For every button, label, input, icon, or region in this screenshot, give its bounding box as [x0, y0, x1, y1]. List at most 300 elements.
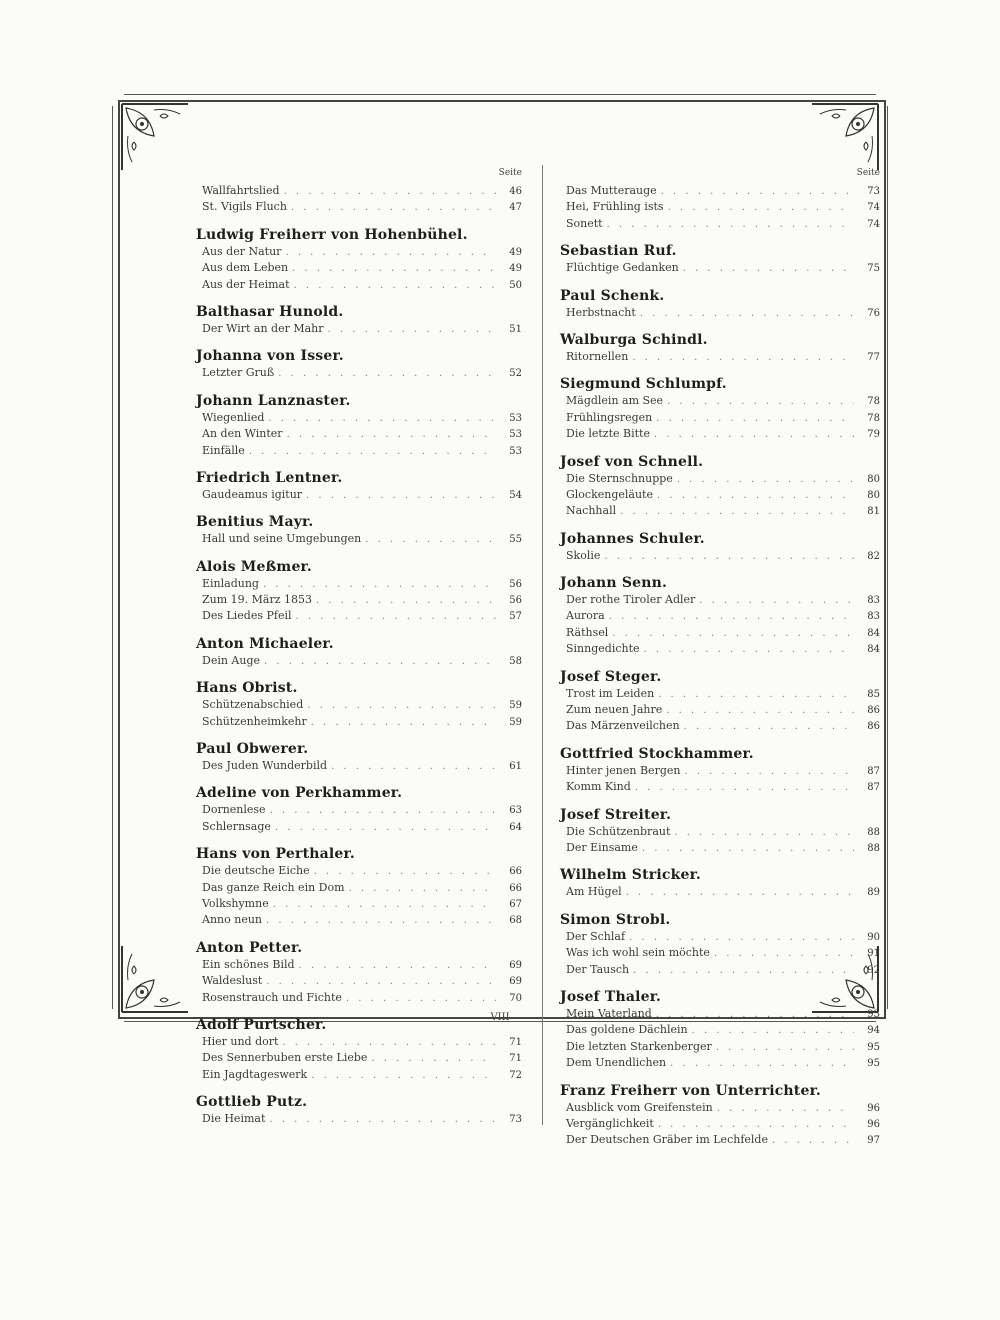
- toc-entry: [560, 609, 880, 625]
- entry-title: Einfälle: [202, 443, 245, 457]
- toc-entry: [560, 687, 880, 703]
- entry-page-number: 51: [509, 323, 522, 335]
- entry-title: Was ich wohl sein möchte: [566, 946, 710, 960]
- dot-leader: [294, 280, 496, 291]
- dot-leader: [285, 247, 496, 258]
- dot-leader: [346, 993, 496, 1004]
- toc-entry: [560, 411, 880, 427]
- toc-entry: [196, 577, 522, 593]
- toc-section: [560, 807, 880, 858]
- entry-title: Waldeslust: [202, 974, 263, 988]
- entry-title: Mein Vaterland: [566, 1006, 652, 1020]
- entry-title: Ein schönes Bild: [202, 957, 295, 971]
- entry-page-number: 66: [509, 882, 522, 894]
- dot-leader: [684, 721, 854, 732]
- entry-title: Wallfahrtslied: [202, 184, 280, 197]
- entry-page-number: 57: [509, 611, 522, 623]
- author-heading: Johannes Schuler.: [560, 530, 705, 547]
- entry-title: Das ganze Reich ein Dom: [202, 880, 345, 894]
- entry-page-number: 73: [867, 186, 880, 197]
- entry-title: Mägdlein am See: [566, 394, 664, 408]
- entry-title: Ausblick vom Greifenstein: [566, 1100, 713, 1114]
- author-heading: Johann Lanznaster.: [196, 392, 351, 409]
- entry-title: Der Schlaf: [566, 929, 626, 943]
- dot-leader: [629, 932, 854, 943]
- toc-section: [196, 1094, 522, 1128]
- dot-leader: [684, 766, 854, 777]
- entry-page-number: 86: [867, 721, 880, 733]
- dot-leader: [692, 1025, 854, 1036]
- toc-section: [196, 184, 522, 217]
- entry-title: Die Heimat: [202, 1112, 266, 1126]
- entry-title: Der Tausch: [566, 962, 630, 976]
- toc-section: [560, 376, 880, 443]
- entry-page-number: 84: [867, 644, 880, 656]
- toc-entry: [560, 394, 880, 410]
- toc-section: [196, 1017, 522, 1084]
- toc-section: [196, 393, 522, 460]
- dot-leader: [626, 887, 854, 898]
- toc-entry: [560, 885, 880, 901]
- entry-title: Die deutsche Eiche: [202, 864, 310, 878]
- author-heading: Simon Strobl.: [560, 911, 671, 928]
- entry-page-number: 59: [509, 700, 522, 712]
- entry-page-number: 77: [867, 351, 880, 363]
- toc-section: [196, 846, 522, 930]
- entry-title: Hall und seine Umgebungen: [202, 532, 362, 546]
- dot-leader: [609, 611, 854, 622]
- dot-leader: [306, 490, 496, 501]
- dot-leader: [331, 761, 496, 772]
- toc-entry: [560, 200, 880, 216]
- toc-section: [196, 940, 522, 1007]
- entry-title: Das Mutterauge: [566, 184, 657, 197]
- dot-leader: [654, 429, 854, 440]
- author-heading: Franz Freiherr von Unterrichter.: [560, 1082, 821, 1099]
- seite-heading-left: Seite: [498, 168, 522, 178]
- author-heading: Ludwig Freiherr von Hohenbühel.: [196, 226, 468, 243]
- frame-left-rule: [112, 106, 113, 1009]
- dot-leader: [314, 866, 496, 877]
- toc-entry: [560, 306, 880, 322]
- toc-section: [196, 785, 522, 836]
- author-heading: Josef Thaler.: [560, 988, 662, 1005]
- toc-entry: [196, 881, 522, 897]
- dot-leader: [717, 1103, 854, 1114]
- toc-section: [196, 470, 522, 504]
- toc-entry: [560, 825, 880, 841]
- dot-leader: [633, 965, 854, 976]
- entry-page-number: 92: [867, 964, 880, 976]
- entry-title: Ritornellen: [566, 349, 629, 363]
- toc-entry: [560, 184, 880, 200]
- toc-entry: [196, 1051, 522, 1067]
- toc-entry: [560, 963, 880, 979]
- entry-title: Trost im Leiden: [566, 686, 655, 700]
- dot-leader: [657, 490, 854, 501]
- toc-entry: [560, 1040, 880, 1056]
- entry-page-number: 61: [509, 761, 522, 773]
- entry-page-number: 56: [509, 578, 522, 590]
- dot-leader: [612, 628, 854, 639]
- toc-entry: [196, 913, 522, 929]
- toc-entry: [196, 958, 522, 974]
- toc-section: [196, 741, 522, 775]
- entry-page-number: 53: [509, 412, 522, 424]
- entry-page-number: 56: [509, 595, 522, 607]
- dot-leader: [311, 717, 496, 728]
- author-heading: Paul Obwerer.: [196, 741, 309, 758]
- author-heading: Benitius Mayr.: [196, 514, 314, 531]
- entry-page-number: 66: [509, 866, 522, 878]
- toc-entry: [560, 1056, 880, 1072]
- toc-entry: [560, 930, 880, 946]
- toc-entry: [196, 759, 522, 775]
- toc-section: [560, 332, 880, 366]
- author-heading: Siegmund Schlumpf.: [560, 376, 727, 393]
- entry-page-number: 54: [509, 489, 522, 501]
- toc-entry: [196, 200, 522, 216]
- toc-sections-right: [560, 184, 880, 1150]
- dot-leader: [658, 1119, 854, 1130]
- author-heading: Hans Obrist.: [196, 680, 298, 697]
- entry-page-number: 95: [867, 1058, 880, 1070]
- toc-column-left: [196, 168, 522, 1129]
- dot-leader: [316, 595, 496, 606]
- entry-title: Wiegenlied: [202, 410, 265, 424]
- dot-leader: [275, 822, 496, 833]
- toc-entry: [196, 532, 522, 548]
- dot-leader: [328, 324, 497, 335]
- toc-entry: [196, 411, 522, 427]
- entry-title: Des Liedes Pfeil: [202, 609, 292, 623]
- author-heading: Josef Steger.: [560, 668, 662, 685]
- author-heading: Anton Michaeler.: [196, 635, 334, 652]
- toc-entry: [560, 261, 880, 277]
- dot-leader: [683, 263, 854, 274]
- dot-leader: [311, 1070, 496, 1081]
- toc-section: [196, 680, 522, 731]
- entry-title: Glockengeläute: [566, 487, 653, 501]
- author-heading: Gottlieb Putz.: [196, 1094, 308, 1111]
- entry-page-number: 94: [867, 1025, 880, 1037]
- dot-leader: [278, 368, 496, 379]
- entry-page-number: 71: [509, 1036, 522, 1048]
- toc-section: [560, 989, 880, 1073]
- toc-entry: [196, 366, 522, 382]
- entry-title: Hinter jenen Bergen: [566, 763, 681, 777]
- dot-leader: [282, 1037, 496, 1048]
- entry-page-number: 76: [867, 307, 880, 319]
- entry-page-number: 78: [867, 396, 880, 408]
- dot-leader: [273, 899, 496, 910]
- toc-entry: [560, 488, 880, 504]
- entry-page-number: 73: [509, 1114, 522, 1126]
- dot-leader: [266, 976, 496, 987]
- author-heading: Josef von Schnell.: [560, 453, 704, 470]
- entry-page-number: 78: [867, 412, 880, 424]
- toc-entry: [196, 593, 522, 609]
- entry-title: Die letzten Starkenberger: [566, 1039, 712, 1053]
- entry-title: Einladung: [202, 576, 259, 590]
- dot-leader: [349, 883, 496, 894]
- corner-ornament-top-right-icon: [810, 102, 880, 172]
- entry-page-number: 75: [867, 263, 880, 275]
- entry-page-number: 80: [867, 473, 880, 485]
- entry-page-number: 80: [867, 489, 880, 501]
- toc-entry: [196, 991, 522, 1007]
- entry-page-number: 55: [509, 534, 522, 546]
- entry-title: Die letzte Bitte: [566, 427, 650, 441]
- dot-leader: [666, 705, 854, 716]
- entry-page-number: 52: [509, 368, 522, 380]
- entry-page-number: 88: [867, 826, 880, 838]
- entry-title: Komm Kind: [566, 780, 631, 794]
- toc-entry: [196, 609, 522, 625]
- entry-title: Aurora: [566, 609, 605, 623]
- entry-page-number: 67: [509, 898, 522, 910]
- dot-leader: [263, 579, 496, 590]
- toc-entry: [196, 245, 522, 261]
- toc-section: [560, 454, 880, 521]
- toc-section: [196, 514, 522, 548]
- dot-leader: [674, 827, 854, 838]
- entry-page-number: 46: [509, 186, 522, 197]
- entry-page-number: 72: [509, 1069, 522, 1081]
- dot-leader: [656, 413, 854, 424]
- entry-title: Das goldene Dächlein: [566, 1023, 688, 1037]
- author-heading: Sebastian Ruf.: [560, 243, 677, 260]
- page-number: VIII: [490, 1012, 510, 1023]
- entry-title: Letzter Gruß: [202, 366, 275, 380]
- entry-title: An den Winter: [202, 427, 283, 441]
- toc-section: [560, 669, 880, 736]
- entry-page-number: 95: [867, 1041, 880, 1053]
- dot-leader: [307, 700, 496, 711]
- dot-leader: [714, 948, 854, 959]
- dot-leader: [365, 534, 496, 545]
- entry-title: Der Wirt an der Mahr: [202, 321, 324, 335]
- author-heading: Wilhelm Stricker.: [560, 867, 701, 884]
- entry-page-number: 85: [867, 688, 880, 700]
- dot-leader: [266, 915, 496, 926]
- entry-title: Zum 19. März 1853: [202, 593, 313, 607]
- author-heading: Johann Senn.: [560, 575, 668, 592]
- entry-title: Volkshymne: [202, 896, 269, 910]
- entry-title: Dem Unendlichen: [566, 1056, 667, 1070]
- entry-title: Hei, Frühling ists: [566, 200, 664, 214]
- entry-title: Rosenstrauch und Fichte: [202, 990, 342, 1004]
- entry-title: Des Juden Wunderbild: [202, 759, 328, 773]
- toc-entry: [560, 719, 880, 735]
- entry-page-number: 81: [867, 506, 880, 518]
- toc-entry: [196, 184, 522, 200]
- toc-entry: [196, 261, 522, 277]
- entry-page-number: 82: [867, 550, 880, 562]
- author-heading: Balthasar Hunold.: [196, 303, 344, 320]
- entry-page-number: 93: [867, 1008, 880, 1020]
- entry-title: Nachhall: [566, 504, 617, 518]
- toc-entry: [560, 703, 880, 719]
- entry-title: Aus der Heimat: [202, 277, 290, 291]
- toc-section: [196, 559, 522, 626]
- entry-page-number: 90: [867, 931, 880, 943]
- toc-entry: [560, 472, 880, 488]
- dot-leader: [677, 474, 854, 485]
- entry-title: Herbstnacht: [566, 305, 636, 319]
- toc-entry: [196, 715, 522, 731]
- entry-title: Vergänglichkeit: [566, 1116, 654, 1130]
- dot-leader: [716, 1042, 854, 1053]
- entry-page-number: 89: [867, 887, 880, 899]
- toc-sections-left: [196, 184, 522, 1129]
- toc-entry: [560, 642, 880, 658]
- toc-entry: [196, 1035, 522, 1051]
- entry-page-number: 79: [867, 429, 880, 441]
- toc-entry: [196, 698, 522, 714]
- author-heading: Adolf Purtscher.: [196, 1016, 327, 1033]
- dot-leader: [268, 413, 496, 424]
- entry-title: Schützenabschied: [202, 698, 304, 712]
- entry-page-number: 64: [509, 821, 522, 833]
- toc-section: [560, 912, 880, 979]
- toc-section: [560, 184, 880, 233]
- entry-title: Dein Auge: [202, 653, 261, 667]
- toc-section: [560, 288, 880, 322]
- toc-entry: [560, 1117, 880, 1133]
- dot-leader: [299, 960, 496, 971]
- dot-leader: [287, 429, 496, 440]
- toc-section: [196, 348, 522, 382]
- toc-section: [560, 1083, 880, 1150]
- entry-page-number: 58: [509, 655, 522, 667]
- dot-leader: [269, 1114, 496, 1125]
- entry-page-number: 87: [867, 782, 880, 794]
- toc-entry: [560, 780, 880, 796]
- entry-page-number: 53: [509, 445, 522, 457]
- toc-entry: [560, 549, 880, 565]
- dot-leader: [264, 656, 496, 667]
- author-heading: Adeline von Perkhammer.: [196, 785, 403, 802]
- toc-section: [560, 867, 880, 901]
- toc-entry: [196, 444, 522, 460]
- author-heading: Friedrich Lentner.: [196, 469, 343, 486]
- entry-title: Schlernsage: [202, 819, 271, 833]
- entry-title: Hier und dort: [202, 1034, 279, 1048]
- toc-entry: [196, 654, 522, 670]
- entry-page-number: 91: [867, 948, 880, 960]
- toc-section: [560, 575, 880, 659]
- dot-leader: [658, 689, 854, 700]
- seite-heading-right: Seite: [856, 168, 880, 178]
- toc-entry: [196, 820, 522, 836]
- dot-leader: [642, 843, 854, 854]
- toc-entry: [560, 1023, 880, 1039]
- toc-entry: [196, 974, 522, 990]
- entry-page-number: 84: [867, 627, 880, 639]
- corner-ornament-bottom-left-icon: [120, 944, 190, 1014]
- entry-title: Sonett: [566, 216, 603, 230]
- entry-title: Das Märzenveilchen: [566, 719, 680, 733]
- dot-leader: [632, 352, 854, 363]
- toc-entry: [196, 864, 522, 880]
- entry-title: St. Vigils Fluch: [202, 200, 287, 214]
- toc-entry: [560, 217, 880, 233]
- entry-page-number: 63: [509, 805, 522, 817]
- toc-entry: [560, 504, 880, 520]
- dot-leader: [772, 1135, 854, 1146]
- entry-title: Der Einsame: [566, 840, 638, 854]
- entry-title: Dornenlese: [202, 803, 266, 817]
- toc-entry: [560, 427, 880, 443]
- toc-entry: [560, 946, 880, 962]
- dot-leader: [670, 1058, 854, 1069]
- entry-page-number: 87: [867, 765, 880, 777]
- entry-title: Frühlingsregen: [566, 410, 653, 424]
- entry-page-number: 74: [867, 202, 880, 214]
- toc-section: [560, 531, 880, 565]
- entry-page-number: 49: [509, 246, 522, 258]
- entry-page-number: 83: [867, 611, 880, 623]
- entry-page-number: 68: [509, 915, 522, 927]
- toc-entry: [560, 626, 880, 642]
- author-heading: Alois Meßmer.: [196, 558, 312, 575]
- toc-entry: [196, 488, 522, 504]
- toc-entry: [196, 897, 522, 913]
- entry-page-number: 50: [509, 279, 522, 291]
- author-heading: Paul Schenk.: [560, 287, 665, 304]
- dot-leader: [667, 396, 854, 407]
- dot-leader: [284, 186, 496, 197]
- entry-page-number: 97: [867, 1135, 880, 1147]
- entry-page-number: 70: [509, 992, 522, 1004]
- entry-title: Skolie: [566, 548, 601, 562]
- toc-entry: [560, 350, 880, 366]
- frame-top-rule: [124, 94, 876, 95]
- toc-section: [196, 304, 522, 338]
- entry-title: Anno neun: [202, 913, 262, 927]
- dot-leader: [296, 611, 496, 622]
- entry-page-number: 69: [509, 976, 522, 988]
- toc-entry: [560, 841, 880, 857]
- dot-leader: [635, 782, 854, 793]
- dot-leader: [270, 805, 496, 816]
- toc-column-right: [560, 168, 880, 1150]
- entry-title: Gaudeamus igitur: [202, 487, 303, 501]
- entry-title: Zum neuen Jahre: [566, 703, 663, 717]
- toc-section: [560, 746, 880, 797]
- author-heading: Walburga Schindl.: [560, 331, 708, 348]
- dot-leader: [607, 219, 854, 230]
- author-heading: Johanna von Isser.: [196, 348, 344, 365]
- author-heading: Gottfried Stockhammer.: [560, 745, 754, 762]
- author-heading: Anton Petter.: [196, 939, 303, 956]
- entry-page-number: 47: [509, 202, 522, 214]
- toc-entry: [560, 1133, 880, 1149]
- toc-entry: [196, 427, 522, 443]
- entry-title: Am Hügel: [566, 885, 622, 899]
- frame-right-rule: [887, 106, 888, 1009]
- toc-entry: [560, 1101, 880, 1117]
- entry-title: Ein Jagdtageswerk: [202, 1067, 308, 1081]
- entry-title: Der rothe Tiroler Adler: [566, 593, 696, 607]
- dot-leader: [644, 644, 854, 655]
- entry-title: Aus der Natur: [202, 244, 282, 258]
- entry-page-number: 96: [867, 1102, 880, 1114]
- author-heading: Hans von Perthaler.: [196, 846, 355, 863]
- author-heading: Josef Streiter.: [560, 806, 672, 823]
- toc-entry: [196, 1068, 522, 1084]
